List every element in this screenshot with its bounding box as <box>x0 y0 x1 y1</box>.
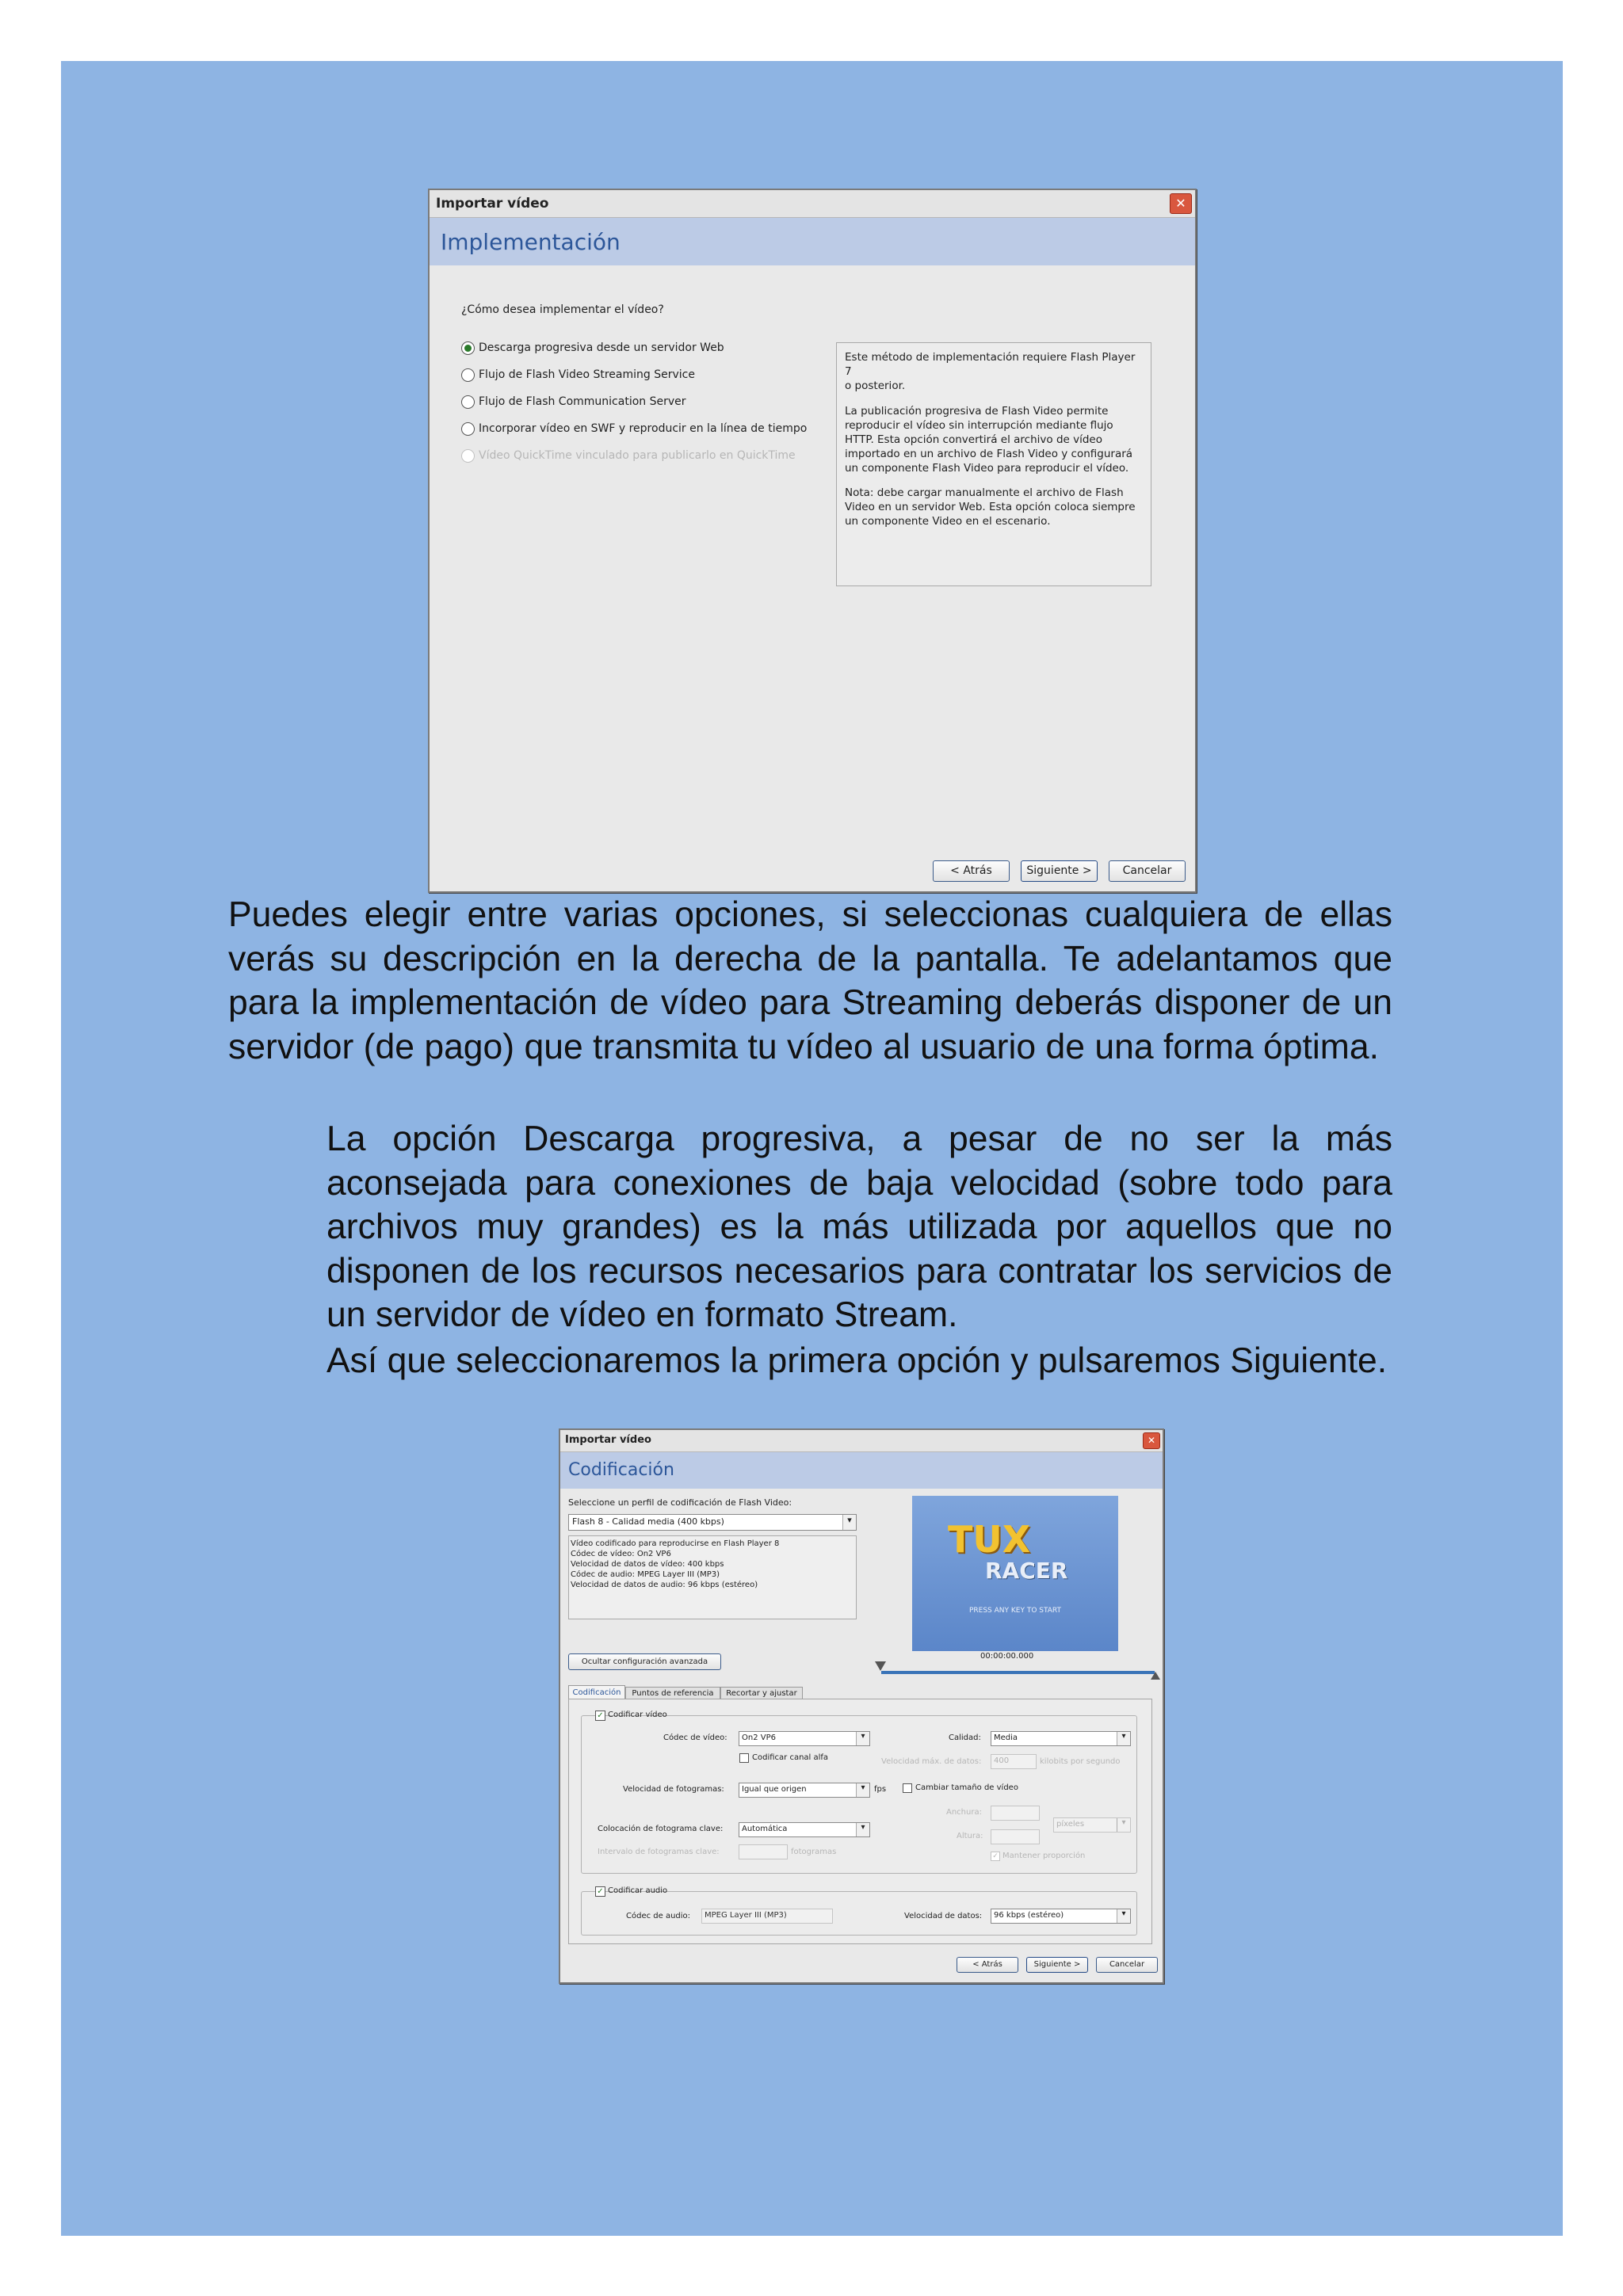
tab-recortar-y-ajustar[interactable]: Recortar y ajustar <box>720 1687 803 1699</box>
chevron-down-icon: ▾ <box>1117 1818 1130 1832</box>
tab-codificacion[interactable]: Codificación <box>568 1685 625 1699</box>
option-label[interactable]: Flujo de Flash Communication Server <box>479 395 686 408</box>
radio-progressive-download[interactable] <box>461 341 475 355</box>
option-label[interactable]: Descarga progresiva desde un servidor Web <box>479 341 724 354</box>
width-label: Anchura: <box>946 1808 982 1817</box>
description-paragraph: Este método de implementación requiere Flash Player 7 o posterior. <box>845 351 1136 392</box>
cancel-button[interactable]: Cancelar <box>1109 860 1186 882</box>
keyframe-interval-input <box>739 1844 788 1859</box>
close-icon[interactable]: ✕ <box>1170 193 1192 214</box>
profile-info-line: Velocidad de datos de audio: 96 kbps (estéreo) <box>571 1581 758 1589</box>
pixels-value: píxeles <box>1056 1820 1085 1829</box>
import-video-dialog-encoding <box>559 1428 1164 1984</box>
keep-ratio-checkbox: ✓ <box>991 1852 1000 1861</box>
playhead-icon[interactable] <box>875 1661 886 1671</box>
preview-caption: PRESS ANY KEY TO START <box>968 1607 1062 1615</box>
tab-puntos-de-referencia[interactable]: Puntos de referencia <box>625 1687 720 1699</box>
profile-select-value: Flash 8 - Calidad media (400 kbps) <box>572 1516 724 1527</box>
max-rate-unit: kilobits por segundo <box>1040 1757 1121 1766</box>
bullet-text: La opción Descarga progresiva, a pesar de no ser la más aconsejada para conexiones de baja velocidad (sobre todo para archivos muy grandes) es la más utilizada por aquellos que no disponen de los recursos necesarios para contratar los servicios de un servidor de vídeo en formato Stream. <box>327 1119 1392 1334</box>
fps-unit: fps <box>874 1785 887 1794</box>
encode-video-label: Codificar vídeo <box>608 1711 667 1719</box>
height-input <box>991 1829 1040 1844</box>
next-button[interactable]: Siguiente > <box>1021 860 1098 882</box>
alpha-label: Codificar canal alfa <box>752 1753 829 1762</box>
pixels-select <box>1053 1817 1131 1833</box>
fps-label: Velocidad de fotogramas: <box>623 1785 724 1794</box>
profile-select[interactable] <box>568 1514 857 1531</box>
preview-logo-bottom: RACER <box>985 1558 1068 1584</box>
profile-info-box <box>568 1535 857 1619</box>
title-bar <box>560 1430 1163 1452</box>
max-rate-label: Velocidad máx. de datos: <box>881 1757 982 1766</box>
intro-paragraph: Puedes elegir entre varias opciones, si seleccionas cualquiera de ellas verás su descripción en la derecha de la pantalla. Te adelantamos que para la implementación de vídeo para Streaming deberás disponer de un servidor (de pago) que transmita tu vídeo al usuario de una forma óptima. <box>228 895 1392 1066</box>
chevron-down-icon: ▾ <box>1117 1909 1130 1923</box>
window-title: Importar vídeo <box>565 1434 651 1446</box>
width-input <box>991 1806 1040 1821</box>
chevron-down-icon: ▾ <box>856 1823 869 1836</box>
keyframe-interval-unit: fotogramas <box>791 1848 837 1856</box>
description-paragraph: Nota: debe cargar manualmente el archivo de Flash Video en un servidor Web. Esta opción coloca siempre un componente Video en el escenario. <box>845 486 1136 528</box>
page-title: Codificación <box>568 1460 674 1480</box>
bullet-text: Así que seleccionaremos la primera opción y pulsaremos Siguiente. <box>327 1341 1388 1380</box>
video-codec-value: On2 VP6 <box>742 1733 776 1742</box>
back-button[interactable]: < Atrás <box>933 860 1010 882</box>
max-rate-input <box>991 1754 1037 1769</box>
back-button[interactable]: < Atrás <box>957 1957 1018 1973</box>
close-icon[interactable]: ✕ <box>1143 1432 1160 1449</box>
import-video-dialog-implementation <box>428 189 1197 893</box>
audio-codec-value: MPEG Layer III (MP3) <box>705 1911 787 1920</box>
option-label[interactable]: Flujo de Flash Video Streaming Service <box>479 368 695 381</box>
audio-rate-value: 96 kbps (estéreo) <box>994 1911 1064 1920</box>
quality-value: Media <box>994 1733 1018 1742</box>
option-label[interactable]: Incorporar vídeo en SWF y reproducir en la línea de tiempo <box>479 422 808 435</box>
profile-info-line: Códec de audio: MPEG Layer III (MP3) <box>571 1570 720 1579</box>
preview-logo-top: TUX <box>948 1518 1031 1561</box>
radio-quicktime-linked <box>461 449 475 463</box>
quality-select[interactable] <box>991 1731 1131 1746</box>
profile-info-line: Velocidad de datos de vídeo: 400 kbps <box>571 1560 724 1569</box>
encode-audio-label: Codificar audio <box>608 1886 668 1895</box>
audio-codec-label: Códec de audio: <box>626 1912 691 1920</box>
keep-ratio-label: Mantener proporción <box>1002 1852 1086 1860</box>
radio-flash-video-streaming[interactable] <box>461 368 475 382</box>
resize-video-checkbox[interactable] <box>903 1783 912 1793</box>
out-marker-icon[interactable] <box>1151 1672 1160 1680</box>
quality-label: Calidad: <box>949 1733 981 1742</box>
keyframe-label: Colocación de fotograma clave: <box>598 1825 724 1833</box>
option-label-disabled: Vídeo QuickTime vinculado para publicarlo en QuickTime <box>479 449 796 462</box>
height-label: Altura: <box>957 1832 983 1840</box>
page-title: Implementación <box>441 229 621 255</box>
chevron-down-icon: ▾ <box>1117 1732 1130 1745</box>
radio-flash-communication-server[interactable] <box>461 395 475 409</box>
scrub-bar[interactable] <box>881 1671 1155 1674</box>
section-header <box>430 218 1195 265</box>
alpha-checkbox[interactable] <box>739 1753 749 1763</box>
chevron-down-icon: ▾ <box>856 1783 869 1797</box>
profile-label: Seleccione un perfil de codificación de Flash Video: <box>568 1497 792 1508</box>
audio-rate-label: Velocidad de datos: <box>904 1912 983 1920</box>
window-title: Importar vídeo <box>436 196 549 212</box>
timecode: 00:00:00.000 <box>980 1652 1034 1661</box>
keyframe-select[interactable] <box>739 1822 870 1837</box>
hide-advanced-button[interactable]: Ocultar configuración avanzada <box>568 1653 721 1670</box>
profile-info-line: Códec de vídeo: On2 VP6 <box>571 1550 671 1558</box>
encode-video-checkbox[interactable]: ✓ <box>595 1711 605 1721</box>
max-rate-value: 400 <box>994 1756 1010 1765</box>
next-button[interactable]: Siguiente > <box>1026 1957 1088 1973</box>
title-bar <box>430 190 1195 218</box>
chevron-down-icon: ▾ <box>856 1732 869 1745</box>
resize-video-label: Cambiar tamaño de vídeo <box>915 1783 1018 1792</box>
description-panel <box>836 342 1151 586</box>
question-label: ¿Cómo desea implementar el vídeo? <box>461 303 664 316</box>
fps-value: Igual que origen <box>742 1785 807 1794</box>
cancel-button[interactable]: Cancelar <box>1096 1957 1158 1973</box>
video-preview <box>912 1496 1118 1651</box>
chevron-down-icon: ▾ <box>842 1515 856 1530</box>
radio-embed-in-swf[interactable] <box>461 422 475 436</box>
audio-codec-field <box>701 1909 833 1924</box>
section-header <box>560 1452 1163 1489</box>
description-paragraph: La publicación progresiva de Flash Video permite reproducir el vídeo sin interrupción mediante flujo HTTP. Esta opción convertirá el archivo de vídeo importado en un archivo de Flash Video y configurará un componente Flash Video para reproducir el vídeo. <box>845 404 1133 475</box>
encode-audio-checkbox[interactable]: ✓ <box>595 1886 605 1897</box>
keyframe-interval-label: Intervalo de fotogramas clave: <box>598 1848 720 1856</box>
fps-select[interactable] <box>739 1783 870 1798</box>
keyframe-value: Automática <box>742 1825 788 1833</box>
video-codec-label: Códec de vídeo: <box>663 1733 727 1742</box>
audio-rate-select[interactable] <box>991 1909 1131 1924</box>
video-codec-select[interactable] <box>739 1731 870 1746</box>
profile-info-line: Vídeo codificado para reproducirse en Flash Player 8 <box>571 1539 780 1548</box>
